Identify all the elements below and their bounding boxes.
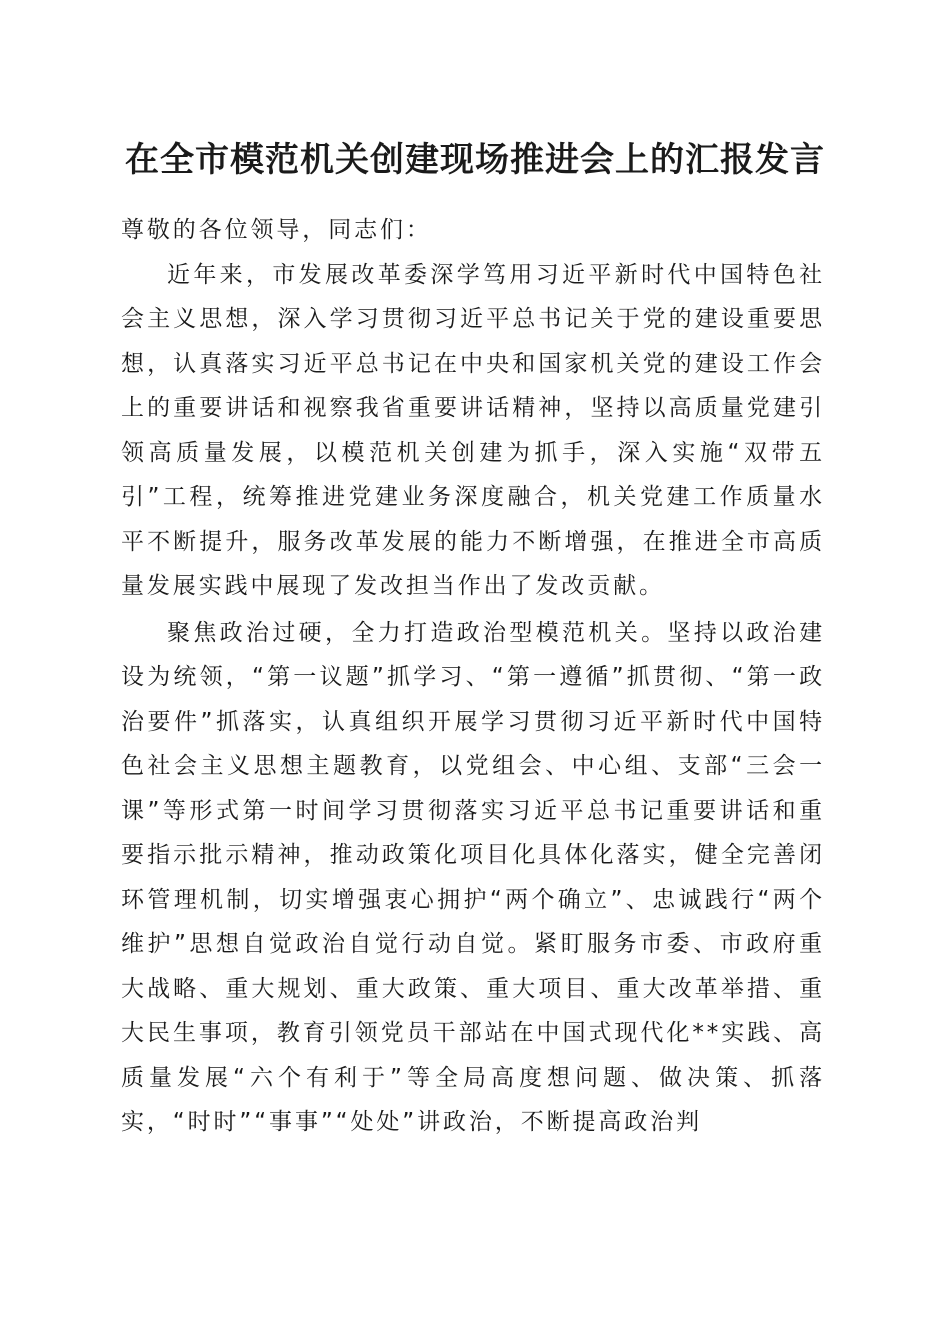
document-title: 在全市模范机关创建现场推进会上的汇报发言 [125,140,825,180]
document-body [121,208,825,1145]
paragraph-political-construction: 聚焦政治过硬，全力打造政治型模范机关。坚持以政治建设为统领，“第一议题”抓学习、“第一遵循”抓贯彻、“第一政治要件”抓落实，认真组织开展学习贯彻习近平新时代中国特色社会主义思想主题教育，以党组会、中心组、支部“三会一课”等形式第一时间学习贯彻落实习近平总书记重要讲话和重要指示批示精神，推动政策化项目化具体化落实，健全完善闭环管理机制，切实增强衷心拥护“两个确立”、忠诚践行“两个维护”思想自觉政治自觉行动自觉。紧盯服务市委、市政府重大战略、重大规划、重大政策、重大项目、重大改革举措、重大民生事项，教育引领党员干部站在中国式现代化**实践、高质量发展“六个有利于”等全局高度想问题、做决策、抓落实，“时时”“事事”“处处”讲政治，不断提高政治判 [121,619,825,1135]
salutation: 尊敬的各位领导，同志们： [121,217,432,243]
paragraph-intro: 近年来，市发展改革委深学笃用习近平新时代中国特色社会主义思想，深入学习贯彻习近平总书记关于党的建设重要思想，认真落实习近平总书记在中央和国家机关党的建设工作会上的重要讲话和视察我省重要讲话精神，坚持以高质量党建引领高质量发展，以模范机关创建为抓手，深入实施“双带五引”工程，统筹推进党建业务深度融合，机关党建工作质量水平不断提升，服务改革发展的能力不断增强，在推进全市高质量发展实践中展现了发改担当作出了发改贡献。 [121,261,825,599]
